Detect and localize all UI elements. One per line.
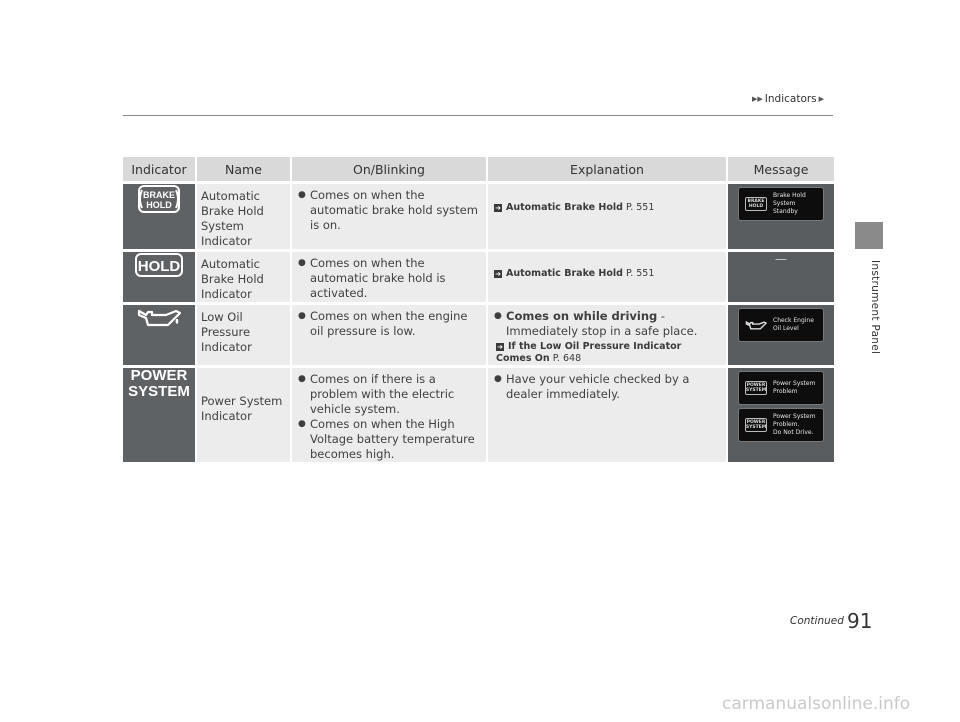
name-cell: Automatic Brake Hold Indicator	[196, 251, 291, 304]
list-item: ● Comes on while driving - Immediately stop in a safe place.	[494, 309, 720, 339]
reference-arrow-icon: ➜	[495, 269, 501, 278]
table-row	[123, 367, 834, 463]
list-item: ● Comes on when the automatic brake hold is activated.	[298, 256, 480, 301]
reference-arrow-icon: ➜	[495, 203, 501, 212]
col-header-message: Message	[727, 157, 834, 183]
table-row	[123, 251, 834, 304]
page-reference[interactable]: ➜ If the Low Oil Pressure Indicator Comes On P. 648	[496, 341, 682, 364]
header-rule	[123, 115, 833, 116]
message-cell	[727, 367, 834, 463]
page-reference[interactable]: ➜ Automatic Brake Hold P. 551	[495, 268, 655, 279]
table-row	[123, 304, 834, 367]
power-system-icon: POWER SYSTEM	[128, 367, 190, 400]
indicator-cell	[123, 367, 196, 463]
indicator-cell	[123, 183, 196, 251]
explanation-cell	[487, 304, 727, 367]
col-header-indicator: Indicator	[123, 157, 196, 183]
continued-label: Continued	[790, 615, 844, 627]
watermark: carmanualsonline.info	[722, 694, 911, 714]
message-cell	[727, 183, 834, 251]
list-item: ● Have your vehicle checked by a dealer immediately.	[494, 372, 720, 402]
message-cell	[727, 304, 834, 367]
list-item: ● Comes on if there is a problem with the electric vehicle system.	[298, 372, 480, 417]
on-blinking-cell	[291, 304, 487, 367]
col-header-name: Name	[196, 157, 291, 183]
section-tab-label: Instrument Panel	[869, 260, 881, 355]
breadcrumb-arrow-icon: ▶	[818, 95, 825, 103]
breadcrumb-arrow-icon: ▶▶	[752, 95, 763, 103]
hold-icon	[134, 252, 184, 278]
explanation-cell	[487, 183, 727, 251]
list-item: ● Comes on when the automatic brake hold system is on.	[298, 188, 480, 233]
on-blinking-cell	[291, 183, 487, 251]
oil-can-icon	[136, 305, 182, 329]
explanation-cell	[487, 367, 727, 463]
svg-text:HOLD: HOLD	[146, 200, 172, 210]
breadcrumb	[752, 93, 824, 105]
no-message-dash: —	[775, 252, 787, 266]
brake-hold-icon	[137, 184, 181, 214]
breadcrumb-text: Indicators	[764, 93, 817, 105]
oil-can-mini-icon	[745, 319, 767, 331]
power-system-mini-icon: POWER SYSTEM	[745, 420, 767, 430]
message-display: POWER SYSTEM Power System Problem	[738, 371, 824, 405]
table-header-row	[123, 157, 834, 183]
page-number: 91	[847, 609, 873, 633]
on-blinking-cell	[291, 367, 487, 463]
name-cell: Automatic Brake Hold System Indicator	[196, 183, 291, 251]
message-cell	[727, 251, 834, 304]
name-cell: Power System Indicator	[196, 367, 291, 463]
svg-text:BRAKE: BRAKE	[142, 190, 176, 200]
explanation-cell	[487, 251, 727, 304]
table-row	[123, 183, 834, 251]
page-reference[interactable]: ➜ Automatic Brake Hold P. 551	[495, 202, 655, 213]
col-header-on-blinking: On/Blinking	[291, 157, 487, 183]
message-display: POWER SYSTEM Power System Problem. Do Not Drive.	[738, 408, 824, 442]
list-item: ● Comes on when the engine oil pressure is low.	[298, 309, 480, 339]
col-header-explanation: Explanation	[487, 157, 727, 183]
indicator-cell	[123, 251, 196, 304]
section-tab-marker	[855, 222, 883, 249]
brake-hold-mini-icon: BRAKE HOLD	[745, 197, 767, 211]
indicator-table	[123, 157, 834, 462]
message-display: BRAKE HOLD Brake Hold System Standby	[738, 187, 824, 221]
message-display: Check Engine Oil Level	[738, 308, 824, 342]
list-item: ● Comes on when the High Voltage battery temperature becomes high.	[298, 417, 480, 462]
power-system-mini-icon: POWER SYSTEM	[745, 383, 767, 393]
name-cell: Low Oil Pressure Indicator	[196, 304, 291, 367]
indicator-cell	[123, 304, 196, 367]
svg-text:HOLD: HOLD	[137, 258, 181, 275]
reference-arrow-icon: ➜	[497, 342, 503, 351]
on-blinking-cell	[291, 251, 487, 304]
